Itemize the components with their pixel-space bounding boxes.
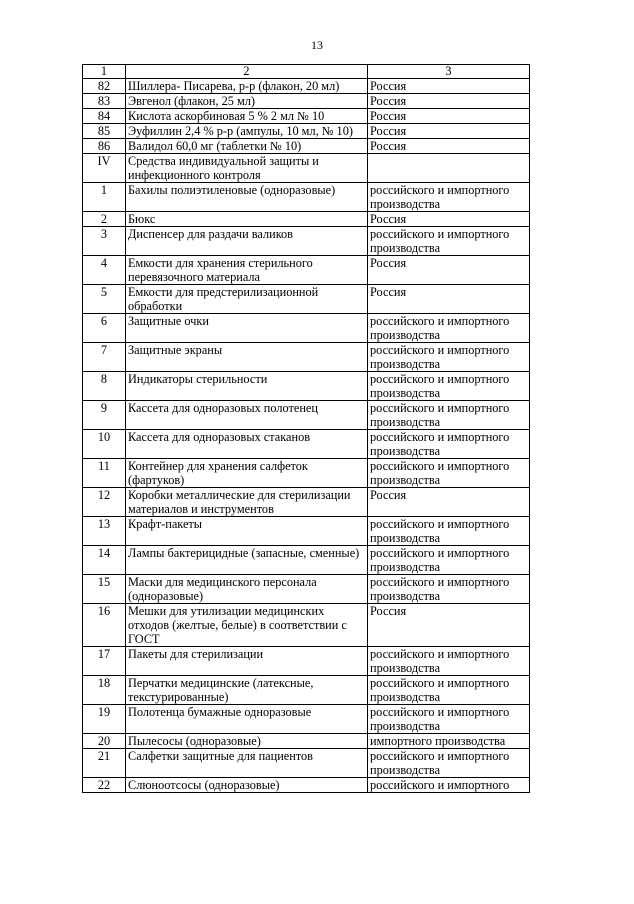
row-number: 15: [83, 575, 126, 604]
item-name: Средства индивидуальной защиты и инфекционного контроля: [126, 154, 368, 183]
table-row: [83, 546, 530, 575]
row-number: 82: [83, 79, 126, 94]
header-col-3: 3: [368, 65, 530, 79]
table-row: [83, 343, 530, 372]
row-number: 85: [83, 124, 126, 139]
table-row: [83, 314, 530, 343]
item-name: Лампы бактерицидные (запасные, сменные): [126, 546, 368, 575]
row-number: 84: [83, 109, 126, 124]
item-origin: российского и импортного производства: [368, 546, 530, 575]
item-origin: российского и импортного производства: [368, 343, 530, 372]
row-number: 13: [83, 517, 126, 546]
row-number: 21: [83, 749, 126, 778]
item-origin: [368, 154, 530, 183]
row-number: 2: [83, 212, 126, 227]
item-origin: российского и импортного производства: [368, 749, 530, 778]
row-number: 17: [83, 647, 126, 676]
row-number: 5: [83, 285, 126, 314]
row-number: 19: [83, 705, 126, 734]
item-name: Индикаторы стерильности: [126, 372, 368, 401]
item-origin: российского и импортного производства: [368, 401, 530, 430]
item-origin: Россия: [368, 488, 530, 517]
item-origin: импортного производства: [368, 734, 530, 749]
table-row: [83, 227, 530, 256]
table-row: [83, 79, 530, 94]
table-row: [83, 778, 530, 793]
item-name: Крафт-пакеты: [126, 517, 368, 546]
item-name: Эуфиллин 2,4 % р-р (ампулы, 10 мл, № 10): [126, 124, 368, 139]
row-number: 4: [83, 256, 126, 285]
table-header-row: [83, 65, 530, 79]
table-row: [83, 285, 530, 314]
row-number: 9: [83, 401, 126, 430]
table-row: [83, 459, 530, 488]
item-origin: российского и импортного производства: [368, 183, 530, 212]
row-number: 12: [83, 488, 126, 517]
item-origin: российского и импортного производства: [368, 459, 530, 488]
row-number: 83: [83, 94, 126, 109]
row-number: 10: [83, 430, 126, 459]
item-name: Бюкс: [126, 212, 368, 227]
item-name: Мешки для утилизации медицинских отходов (желтые, белые) в соответствии с ГОСТ: [126, 604, 368, 647]
row-number: 22: [83, 778, 126, 793]
item-name: Емкости для предстерилизационной обработки: [126, 285, 368, 314]
item-name: Кассета для одноразовых стаканов: [126, 430, 368, 459]
item-origin: Россия: [368, 604, 530, 647]
row-number: 1: [83, 183, 126, 212]
table-row: [83, 647, 530, 676]
row-number: 16: [83, 604, 126, 647]
item-origin: Россия: [368, 109, 530, 124]
table-row: [83, 139, 530, 154]
item-name: Пылесосы (одноразовые): [126, 734, 368, 749]
row-number: 18: [83, 676, 126, 705]
page-number: 13: [311, 38, 323, 52]
item-name: Диспенсер для раздачи валиков: [126, 227, 368, 256]
item-name: Маски для медицинского персонала (одноразовые): [126, 575, 368, 604]
table-row: [83, 401, 530, 430]
item-origin: российского и импортного производства: [368, 430, 530, 459]
item-name: Коробки металлические для стерилизации материалов и инструментов: [126, 488, 368, 517]
item-origin: Россия: [368, 212, 530, 227]
table-row: [83, 109, 530, 124]
item-origin: российского и импортного производства: [368, 314, 530, 343]
item-name: Емкости для хранения стерильного перевязочного материала: [126, 256, 368, 285]
header-col-2: 2: [126, 65, 368, 79]
item-name: Защитные экраны: [126, 343, 368, 372]
item-origin: российского и импортного производства: [368, 705, 530, 734]
item-name: Эвгенол (флакон, 25 мл): [126, 94, 368, 109]
row-number: 11: [83, 459, 126, 488]
item-name: Кислота аскорбиновая 5 % 2 мл № 10: [126, 109, 368, 124]
row-number: 6: [83, 314, 126, 343]
item-name: Шиллера- Писарева, р-р (флакон, 20 мл): [126, 79, 368, 94]
item-name: Полотенца бумажные одноразовые: [126, 705, 368, 734]
item-name: Защитные очки: [126, 314, 368, 343]
item-name: Кассета для одноразовых полотенец: [126, 401, 368, 430]
row-number: 8: [83, 372, 126, 401]
table-row: [83, 212, 530, 227]
item-name: Перчатки медицинские (латексные, текстурированные): [126, 676, 368, 705]
row-number: 7: [83, 343, 126, 372]
table-row: [83, 430, 530, 459]
item-name: Пакеты для стерилизации: [126, 647, 368, 676]
table-row: [83, 604, 530, 647]
table-row: [83, 517, 530, 546]
table-row: [83, 256, 530, 285]
item-name: Бахилы полиэтиленовые (одноразовые): [126, 183, 368, 212]
item-name: Валидол 60,0 мг (таблетки № 10): [126, 139, 368, 154]
table-row: [83, 154, 530, 183]
item-origin: российского и импортного производства: [368, 227, 530, 256]
item-origin: российского и импортного производства: [368, 647, 530, 676]
table-row: [83, 749, 530, 778]
item-origin: Россия: [368, 139, 530, 154]
item-origin: российского и импортного производства: [368, 676, 530, 705]
item-origin: российского и импортного производства: [368, 372, 530, 401]
item-origin: Россия: [368, 285, 530, 314]
item-origin: российского и импортного производства: [368, 575, 530, 604]
table-row: [83, 734, 530, 749]
table-row: [83, 183, 530, 212]
row-number: IV: [83, 154, 126, 183]
row-number: 86: [83, 139, 126, 154]
item-name: Слюноотсосы (одноразовые): [126, 778, 368, 793]
table-row: [83, 705, 530, 734]
table-row: [83, 575, 530, 604]
table-row: [83, 372, 530, 401]
row-number: 20: [83, 734, 126, 749]
table-row: [83, 124, 530, 139]
row-number: 14: [83, 546, 126, 575]
supplies-table: [82, 64, 530, 793]
table-row: [83, 676, 530, 705]
item-origin: Россия: [368, 124, 530, 139]
item-name: Салфетки защитные для пациентов: [126, 749, 368, 778]
item-origin: Россия: [368, 94, 530, 109]
item-origin: Россия: [368, 256, 530, 285]
header-col-1: 1: [83, 65, 126, 79]
table-row: [83, 488, 530, 517]
item-origin: российского и импортного производства: [368, 517, 530, 546]
item-origin: Россия: [368, 79, 530, 94]
item-origin: российского и импортного: [368, 778, 530, 793]
table-row: [83, 94, 530, 109]
row-number: 3: [83, 227, 126, 256]
item-name: Контейнер для хранения салфеток (фартуков): [126, 459, 368, 488]
